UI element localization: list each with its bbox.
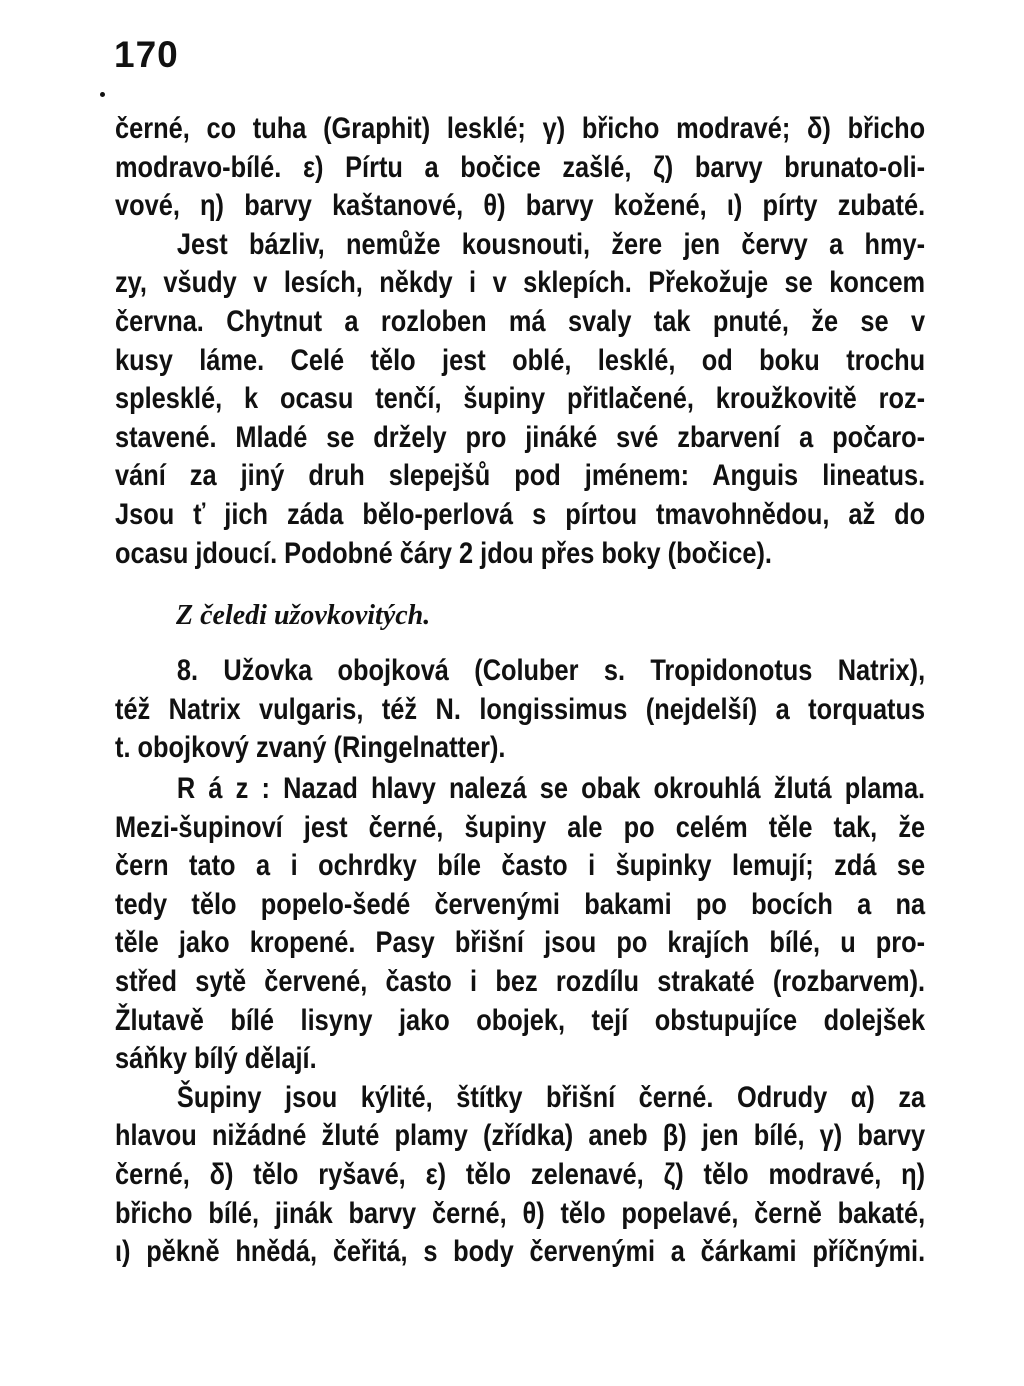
text-line: vání za jiný druh slepejšů pod jménem: Anguis lineatus.: [115, 459, 926, 493]
text-line: černé, co tuha (Graphit) lesklé; γ) břicho modravé; δ) břicho: [115, 112, 926, 145]
text-line: těle jako kropené. Pasy břišní jsou po krajích bílé, u pro-: [115, 926, 926, 960]
text-line: hlavou nižádné žluté plamy (zřídka) aneb β) jen bílé, γ) barvy: [115, 1119, 926, 1153]
text-line: černé, δ) tělo ryšavé, ε) tělo zelenavé, ζ) tělo modravé, η): [115, 1157, 926, 1191]
text-line: ocasu jdoucí. Podobné čáry 2 jdou přes boky (bočice).: [115, 536, 772, 570]
text-line: Mezi-šupinoví jest černé, šupiny ale po celém těle tak, že: [115, 810, 926, 844]
text-line: stavené. Mladé se držely pro jináké své zbarvení a počaro-: [115, 420, 926, 454]
text-line: modravo-bílé. ε) Pírtu a bočice zašlé, ζ) barvy brunato-oli-: [115, 150, 926, 184]
text-line: Šupiny jsou kýlité, štítky břišní černé. Odrudy α) za: [176, 1080, 926, 1114]
text-line: Jest bázliv, nemůže kousnouti, žere jen červy a hmy-: [176, 227, 926, 261]
text-line: Jsou ť jich záda bělo-perlová s pírtou tmavohnědou, až do: [115, 497, 926, 531]
text-line: 8. Užovka obojková (Coluber s. Tropidonotus Natrix),: [176, 654, 926, 687]
text-line: splesklé, k ocasu tenčí, šupiny přitlačené, kroužkovitě roz-: [115, 382, 926, 416]
text-line: kusy láme. Celé tělo jest oblé, lesklé, od boku trochu: [115, 343, 926, 377]
text-line: tedy tělo popelo-šedé červenými bakami po bocích a na: [115, 887, 926, 921]
text-line: t. obojkový zvaný (Ringelnatter).: [115, 731, 506, 765]
text-line: sáňky bílý dělají.: [115, 1042, 317, 1076]
section-subheading: Z čeledi užovkovitých.: [176, 600, 431, 631]
text-line: též Natrix vulgaris, též N. longissimus (nejdelší) a torquatus: [115, 692, 926, 726]
paragraph-2: [115, 652, 925, 768]
text-line: zy, všudy v lesích, někdy i v sklepích. Překožuje se koncem: [115, 266, 926, 300]
text-line: čern tato a i ochrdky bíle často i šupinky lemují; zdá se: [115, 849, 926, 883]
paragraph-1: [115, 110, 925, 573]
ink-dot: [100, 92, 105, 97]
text-line: střed sytě červené, často i bez rozdílu strakaté (rozbarvem).: [115, 964, 926, 998]
page-number: 170: [114, 34, 179, 75]
paragraph-3: [115, 770, 925, 1272]
text-line: června. Chytnut a rozloben má svaly tak pnuté, že se v: [115, 304, 926, 338]
text-line: Žlutavě bílé lisyny jako obojek, tejí obstupujíce dolejšek: [115, 1003, 926, 1037]
text-line: ι) pěkně hnědá, čeřitá, s body červenými a čárkami příčnými.: [115, 1235, 926, 1269]
text-line: břicho bílé, jinák barvy černé, θ) tělo popelavé, černě bakaté,: [115, 1196, 926, 1230]
text-line: vové, η) barvy kaštanové, θ) barvy kožené, ι) pírty zubaté.: [115, 189, 926, 223]
text-line: R á z : Nazad hlavy nalezá se obak okrouhlá žlutá plama.: [176, 772, 926, 805]
